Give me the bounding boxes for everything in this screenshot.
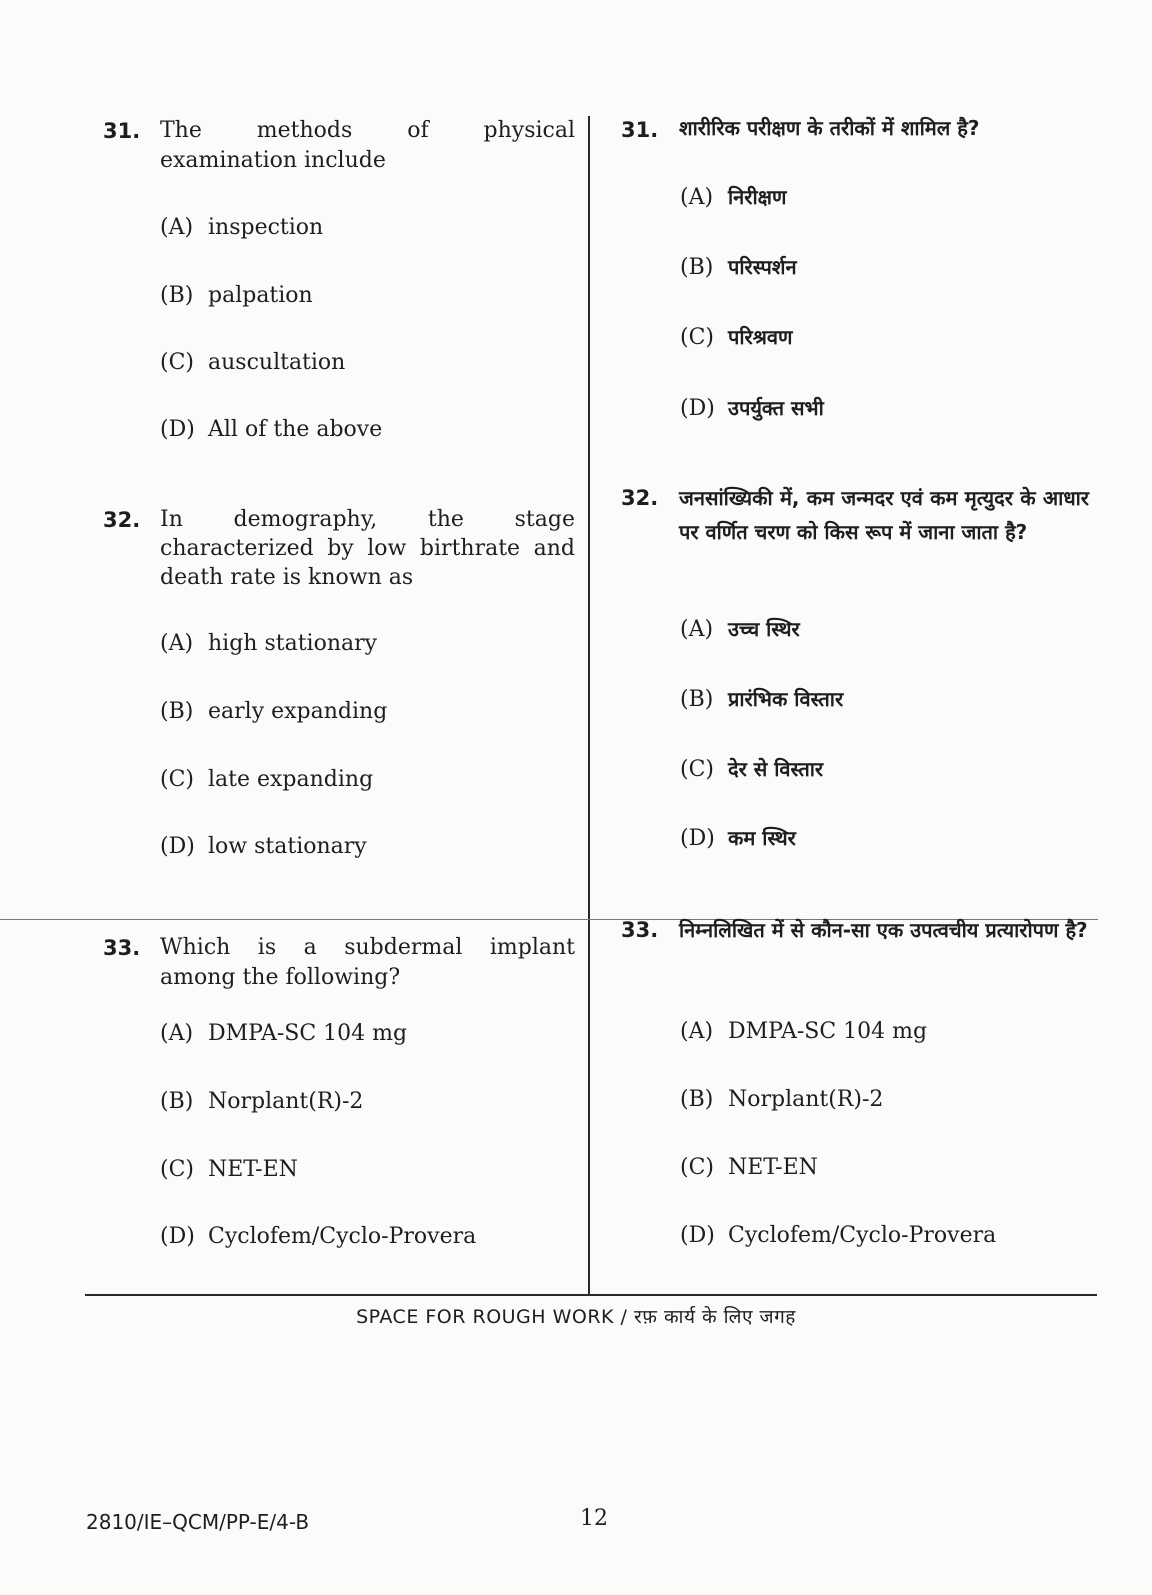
- option-text: high stationary: [208, 631, 378, 656]
- option-label: (D): [160, 1224, 195, 1249]
- option-label: (D): [680, 1223, 715, 1248]
- option-label: (A): [680, 617, 714, 642]
- question-31-hi: [621, 113, 1091, 153]
- question-33-hi: [621, 913, 1091, 983]
- option-text: Cyclofem/Cyclo-Provera: [208, 1224, 477, 1249]
- option-text: उच्च स्थिर: [728, 617, 800, 641]
- option-label: (C): [160, 350, 194, 375]
- option-b[interactable]: [680, 1085, 883, 1115]
- question-text: निम्नलिखित में से कौन-सा एक उपत्वचीय प्रत्यारोपण है?: [679, 918, 1088, 942]
- paper-code: 2810/IE–QCM/PP-E/4-B: [86, 1510, 310, 1534]
- option-b[interactable]: [680, 684, 843, 715]
- option-text: देर से विस्तार: [728, 757, 824, 781]
- question-number: 33.: [103, 936, 141, 960]
- rough-work-note: SPACE FOR ROUGH WORK / रफ़ कार्य के लिए जगह: [356, 1306, 796, 1328]
- option-text: early expanding: [208, 699, 388, 724]
- option-text: परिस्पर्शन: [728, 255, 797, 279]
- option-text: Norplant(R)-2: [208, 1089, 364, 1114]
- question-number: 32.: [621, 486, 659, 510]
- option-label: (C): [680, 325, 714, 350]
- option-a[interactable]: [680, 614, 800, 645]
- option-label: (B): [160, 1089, 194, 1114]
- question-number: 32.: [103, 508, 141, 532]
- option-a[interactable]: [160, 629, 377, 659]
- option-label: (D): [680, 396, 715, 421]
- option-label: (A): [680, 185, 714, 210]
- option-b[interactable]: [160, 1087, 363, 1117]
- option-text: परिश्रवण: [728, 325, 793, 349]
- option-text: inspection: [208, 215, 324, 240]
- option-text: late expanding: [208, 767, 374, 792]
- option-b[interactable]: [680, 252, 797, 283]
- option-label: (A): [680, 1019, 714, 1044]
- option-label: (B): [680, 255, 714, 280]
- option-d[interactable]: [680, 1221, 996, 1251]
- option-d[interactable]: [680, 393, 824, 424]
- option-c[interactable]: [160, 348, 345, 378]
- option-label: (C): [160, 767, 194, 792]
- question-32-en: [103, 505, 575, 600]
- option-label: (D): [160, 834, 195, 859]
- option-text: NET-EN: [728, 1155, 818, 1180]
- option-d[interactable]: [160, 832, 367, 862]
- option-text: DMPA-SC 104 mg: [728, 1019, 928, 1044]
- option-label: (B): [680, 1087, 714, 1112]
- question-number: 31.: [103, 119, 141, 143]
- option-b[interactable]: [160, 697, 387, 727]
- option-label: (C): [160, 1157, 194, 1182]
- option-label: (C): [680, 757, 714, 782]
- option-label: (B): [160, 699, 194, 724]
- option-text: auscultation: [208, 350, 346, 375]
- option-label: (A): [160, 215, 194, 240]
- option-a[interactable]: [160, 213, 323, 243]
- column-divider: [588, 116, 590, 1294]
- option-label: (A): [160, 1021, 194, 1046]
- option-d[interactable]: [160, 415, 382, 445]
- option-text: उपर्युक्त सभी: [728, 396, 824, 420]
- option-text: palpation: [208, 283, 313, 308]
- option-c[interactable]: [160, 765, 373, 795]
- option-text: निरीक्षण: [728, 185, 787, 209]
- question-text: In demography, the stage characterized by low birthrate and death rate is known as: [160, 507, 575, 590]
- option-label: (B): [680, 687, 714, 712]
- page-number: 12: [580, 1506, 608, 1531]
- option-text: NET-EN: [208, 1157, 298, 1182]
- bottom-rule: [85, 1294, 1097, 1296]
- option-b[interactable]: [160, 281, 313, 311]
- question-text: Which is a subdermal implant among the following?: [160, 935, 575, 990]
- question-number: 31.: [621, 118, 659, 142]
- question-number: 33.: [621, 918, 659, 942]
- option-label: (B): [160, 283, 194, 308]
- option-text: Cyclofem/Cyclo-Provera: [728, 1223, 997, 1248]
- question-text: जनसांख्यिकी में, कम जन्मदर एवं कम मृत्युदर के आधार पर वर्णित चरण को किस रूप में जाना जाता है?: [679, 486, 1089, 544]
- option-text: प्रारंभिक विस्तार: [728, 687, 844, 711]
- question-31-en: [103, 116, 575, 186]
- question-32-hi: [621, 481, 1091, 581]
- option-d[interactable]: [680, 823, 796, 854]
- option-text: Norplant(R)-2: [728, 1087, 884, 1112]
- option-c[interactable]: [680, 754, 823, 785]
- question-text: The methods of physical examination include: [160, 118, 575, 173]
- question-text: शारीरिक परीक्षण के तरीकों में शामिल है?: [679, 116, 980, 140]
- option-label: (C): [680, 1155, 714, 1180]
- option-a[interactable]: [680, 182, 786, 213]
- option-text: कम स्थिर: [728, 826, 796, 850]
- option-a[interactable]: [680, 1017, 927, 1047]
- option-d[interactable]: [160, 1222, 476, 1252]
- option-label: (A): [160, 631, 194, 656]
- option-c[interactable]: [680, 322, 792, 353]
- option-c[interactable]: [680, 1153, 818, 1183]
- question-33-en: [103, 933, 575, 1003]
- option-text: All of the above: [208, 417, 383, 442]
- option-text: low stationary: [208, 834, 367, 859]
- option-a[interactable]: [160, 1019, 407, 1049]
- option-text: DMPA-SC 104 mg: [208, 1021, 408, 1046]
- option-label: (D): [680, 826, 715, 851]
- option-c[interactable]: [160, 1155, 298, 1185]
- option-label: (D): [160, 417, 195, 442]
